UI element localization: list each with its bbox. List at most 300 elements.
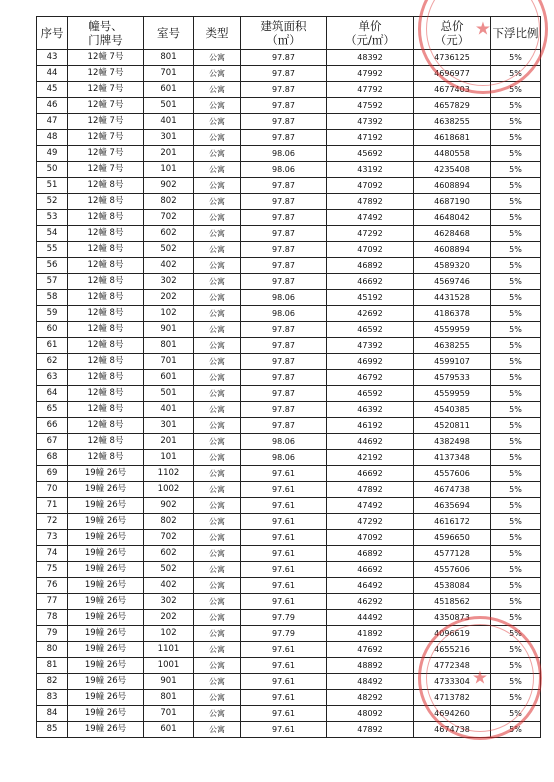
table-row — [37, 210, 541, 226]
cell-index: 68 — [37, 450, 68, 466]
cell-type: 公寓 — [194, 722, 241, 738]
cell-total-price: 4638255 — [414, 114, 491, 130]
cell-area: 98.06 — [241, 434, 327, 450]
cell-type: 公寓 — [194, 114, 241, 130]
cell-room: 201 — [144, 434, 194, 450]
cell-type: 公寓 — [194, 626, 241, 642]
cell-index: 58 — [37, 290, 68, 306]
cell-discount: 5% — [491, 50, 541, 66]
cell-room: 501 — [144, 386, 194, 402]
cell-unit-price: 47292 — [327, 514, 414, 530]
cell-unit-price: 48892 — [327, 658, 414, 674]
table-row — [37, 370, 541, 386]
cell-area: 97.87 — [241, 258, 327, 274]
cell-index: 65 — [37, 402, 68, 418]
official-seal-top: ★ — [418, 0, 548, 94]
cell-index: 54 — [37, 226, 68, 242]
cell-area: 97.61 — [241, 562, 327, 578]
cell-total-price: 4569746 — [414, 274, 491, 290]
table-row — [37, 98, 541, 114]
cell-discount: 5% — [491, 530, 541, 546]
cell-room: 102 — [144, 306, 194, 322]
cell-discount: 5% — [491, 194, 541, 210]
cell-room: 601 — [144, 370, 194, 386]
cell-index: 47 — [37, 114, 68, 130]
table-row — [37, 402, 541, 418]
cell-total-price: 4480558 — [414, 146, 491, 162]
cell-area: 98.06 — [241, 306, 327, 322]
cell-building: 12幢 8号 — [68, 338, 144, 354]
table-row — [37, 530, 541, 546]
cell-unit-price: 47992 — [327, 66, 414, 82]
cell-discount: 5% — [491, 690, 541, 706]
cell-type: 公寓 — [194, 338, 241, 354]
cell-building: 19幢 26号 — [68, 706, 144, 722]
cell-unit-price: 48392 — [327, 50, 414, 66]
cell-type: 公寓 — [194, 498, 241, 514]
cell-room: 802 — [144, 194, 194, 210]
cell-unit-price: 46492 — [327, 578, 414, 594]
cell-index: 72 — [37, 514, 68, 530]
cell-area: 97.61 — [241, 722, 327, 738]
cell-room: 502 — [144, 242, 194, 258]
cell-type: 公寓 — [194, 434, 241, 450]
col-header-room: 室号 — [144, 17, 194, 50]
cell-discount: 5% — [491, 674, 541, 690]
table-row — [37, 146, 541, 162]
cell-unit-price: 47692 — [327, 642, 414, 658]
cell-index: 67 — [37, 434, 68, 450]
cell-total-price: 4608894 — [414, 178, 491, 194]
cell-area: 97.61 — [241, 482, 327, 498]
table-row — [37, 594, 541, 610]
table-row — [37, 242, 541, 258]
table-row — [37, 194, 541, 210]
cell-area: 98.06 — [241, 290, 327, 306]
cell-type: 公寓 — [194, 258, 241, 274]
table-row — [37, 482, 541, 498]
cell-area: 97.87 — [241, 402, 327, 418]
cell-area: 97.87 — [241, 50, 327, 66]
cell-index: 43 — [37, 50, 68, 66]
cell-index: 75 — [37, 562, 68, 578]
cell-index: 55 — [37, 242, 68, 258]
cell-building: 19幢 26号 — [68, 610, 144, 626]
cell-area: 98.06 — [241, 146, 327, 162]
table-row — [37, 226, 541, 242]
cell-type: 公寓 — [194, 130, 241, 146]
cell-discount: 5% — [491, 226, 541, 242]
cell-room: 1102 — [144, 466, 194, 482]
table-row — [37, 578, 541, 594]
cell-unit-price: 46592 — [327, 322, 414, 338]
cell-building: 19幢 26号 — [68, 690, 144, 706]
cell-area: 98.06 — [241, 162, 327, 178]
cell-room: 801 — [144, 690, 194, 706]
cell-building: 12幢 8号 — [68, 226, 144, 242]
cell-index: 81 — [37, 658, 68, 674]
cell-total-price: 4638255 — [414, 338, 491, 354]
cell-room: 301 — [144, 418, 194, 434]
table-row — [37, 306, 541, 322]
table-row — [37, 450, 541, 466]
cell-discount: 5% — [491, 274, 541, 290]
cell-room: 602 — [144, 226, 194, 242]
cell-type: 公寓 — [194, 242, 241, 258]
cell-area: 97.87 — [241, 226, 327, 242]
cell-unit-price: 45192 — [327, 290, 414, 306]
cell-index: 60 — [37, 322, 68, 338]
cell-index: 79 — [37, 626, 68, 642]
cell-unit-price: 48292 — [327, 690, 414, 706]
cell-discount: 5% — [491, 82, 541, 98]
cell-discount: 5% — [491, 386, 541, 402]
cell-unit-price: 46692 — [327, 562, 414, 578]
cell-building: 12幢 7号 — [68, 146, 144, 162]
cell-total-price: 4733304 — [414, 674, 491, 690]
table-row — [37, 178, 541, 194]
cell-discount: 5% — [491, 562, 541, 578]
cell-building: 19幢 26号 — [68, 642, 144, 658]
cell-total-price: 4559959 — [414, 386, 491, 402]
cell-building: 12幢 8号 — [68, 322, 144, 338]
cell-index: 85 — [37, 722, 68, 738]
cell-unit-price: 47892 — [327, 194, 414, 210]
cell-area: 97.87 — [241, 242, 327, 258]
cell-unit-price: 47892 — [327, 482, 414, 498]
col-header-area — [241, 17, 327, 50]
cell-type: 公寓 — [194, 98, 241, 114]
cell-type: 公寓 — [194, 322, 241, 338]
cell-index: 63 — [37, 370, 68, 386]
cell-type: 公寓 — [194, 386, 241, 402]
cell-unit-price: 46392 — [327, 402, 414, 418]
cell-building: 19幢 26号 — [68, 466, 144, 482]
cell-unit-price: 47492 — [327, 210, 414, 226]
col-header-building — [68, 17, 144, 50]
cell-discount: 5% — [491, 418, 541, 434]
cell-unit-price: 47392 — [327, 114, 414, 130]
cell-total-price: 4736125 — [414, 50, 491, 66]
cell-discount: 5% — [491, 370, 541, 386]
cell-building: 19幢 26号 — [68, 514, 144, 530]
cell-total-price: 4648042 — [414, 210, 491, 226]
cell-room: 102 — [144, 626, 194, 642]
cell-index: 74 — [37, 546, 68, 562]
cell-area: 97.87 — [241, 114, 327, 130]
cell-index: 84 — [37, 706, 68, 722]
cell-room: 202 — [144, 290, 194, 306]
cell-room: 602 — [144, 546, 194, 562]
cell-room: 701 — [144, 354, 194, 370]
table-row — [37, 706, 541, 722]
cell-room: 802 — [144, 514, 194, 530]
cell-unit-price: 48492 — [327, 674, 414, 690]
cell-unit-price: 47092 — [327, 178, 414, 194]
cell-building: 12幢 8号 — [68, 386, 144, 402]
cell-type: 公寓 — [194, 690, 241, 706]
cell-area: 97.87 — [241, 82, 327, 98]
col-header-discount: 下浮比例 — [491, 17, 541, 50]
cell-total-price: 4557606 — [414, 466, 491, 482]
cell-building: 12幢 8号 — [68, 194, 144, 210]
cell-total-price: 4589320 — [414, 258, 491, 274]
cell-building: 19幢 26号 — [68, 722, 144, 738]
cell-area: 97.87 — [241, 98, 327, 114]
cell-type: 公寓 — [194, 370, 241, 386]
cell-type: 公寓 — [194, 466, 241, 482]
table-row — [37, 66, 541, 82]
cell-discount: 5% — [491, 706, 541, 722]
cell-room: 601 — [144, 82, 194, 98]
cell-index: 61 — [37, 338, 68, 354]
table-row — [37, 498, 541, 514]
cell-area: 97.87 — [241, 354, 327, 370]
cell-area: 97.79 — [241, 626, 327, 642]
cell-unit-price: 46892 — [327, 258, 414, 274]
cell-total-price: 4713782 — [414, 690, 491, 706]
cell-discount: 5% — [491, 594, 541, 610]
cell-type: 公寓 — [194, 66, 241, 82]
cell-total-price: 4674738 — [414, 482, 491, 498]
cell-total-price: 4096619 — [414, 626, 491, 642]
cell-type: 公寓 — [194, 162, 241, 178]
cell-index: 77 — [37, 594, 68, 610]
cell-discount: 5% — [491, 130, 541, 146]
cell-type: 公寓 — [194, 594, 241, 610]
cell-building: 12幢 8号 — [68, 210, 144, 226]
cell-type: 公寓 — [194, 546, 241, 562]
cell-building: 19幢 26号 — [68, 578, 144, 594]
table-body — [37, 50, 541, 738]
cell-room: 101 — [144, 162, 194, 178]
cell-discount: 5% — [491, 338, 541, 354]
table-row — [37, 514, 541, 530]
cell-unit-price: 41892 — [327, 626, 414, 642]
cell-area: 97.87 — [241, 274, 327, 290]
cell-room: 501 — [144, 98, 194, 114]
cell-type: 公寓 — [194, 146, 241, 162]
cell-unit-price: 43192 — [327, 162, 414, 178]
table-row — [37, 258, 541, 274]
cell-type: 公寓 — [194, 514, 241, 530]
cell-area: 97.87 — [241, 386, 327, 402]
cell-discount: 5% — [491, 306, 541, 322]
cell-discount: 5% — [491, 162, 541, 178]
cell-discount: 5% — [491, 66, 541, 82]
cell-index: 56 — [37, 258, 68, 274]
cell-area: 97.61 — [241, 690, 327, 706]
table-row — [37, 642, 541, 658]
cell-room: 1002 — [144, 482, 194, 498]
col-header-total-price-label: 总价 （元） — [434, 19, 470, 47]
cell-unit-price: 47492 — [327, 498, 414, 514]
cell-type: 公寓 — [194, 482, 241, 498]
cell-total-price: 4655216 — [414, 642, 491, 658]
cell-unit-price: 47592 — [327, 98, 414, 114]
cell-index: 66 — [37, 418, 68, 434]
cell-index: 50 — [37, 162, 68, 178]
cell-index: 73 — [37, 530, 68, 546]
cell-unit-price: 42192 — [327, 450, 414, 466]
cell-discount: 5% — [491, 578, 541, 594]
cell-index: 82 — [37, 674, 68, 690]
cell-type: 公寓 — [194, 450, 241, 466]
cell-room: 1101 — [144, 642, 194, 658]
cell-type: 公寓 — [194, 178, 241, 194]
cell-index: 59 — [37, 306, 68, 322]
cell-room: 701 — [144, 66, 194, 82]
cell-total-price: 4618681 — [414, 130, 491, 146]
cell-total-price: 4538084 — [414, 578, 491, 594]
table-row — [37, 386, 541, 402]
table-row — [37, 466, 541, 482]
cell-type: 公寓 — [194, 290, 241, 306]
cell-unit-price: 48092 — [327, 706, 414, 722]
cell-index: 62 — [37, 354, 68, 370]
table-row — [37, 114, 541, 130]
cell-room: 901 — [144, 322, 194, 338]
cell-unit-price: 44492 — [327, 610, 414, 626]
cell-room: 702 — [144, 210, 194, 226]
cell-building: 12幢 8号 — [68, 178, 144, 194]
table-row — [37, 674, 541, 690]
cell-index: 49 — [37, 146, 68, 162]
cell-room: 801 — [144, 338, 194, 354]
cell-building: 12幢 8号 — [68, 402, 144, 418]
table-row — [37, 626, 541, 642]
cell-total-price: 4350873 — [414, 610, 491, 626]
cell-room: 701 — [144, 706, 194, 722]
cell-unit-price: 47092 — [327, 530, 414, 546]
cell-total-price: 4677403 — [414, 82, 491, 98]
cell-building: 12幢 7号 — [68, 50, 144, 66]
cell-discount: 5% — [491, 546, 541, 562]
cell-building: 19幢 26号 — [68, 674, 144, 690]
cell-room: 402 — [144, 258, 194, 274]
table-row — [37, 418, 541, 434]
cell-building: 19幢 26号 — [68, 626, 144, 642]
cell-building: 12幢 8号 — [68, 242, 144, 258]
cell-room: 902 — [144, 498, 194, 514]
cell-discount: 5% — [491, 450, 541, 466]
cell-discount: 5% — [491, 498, 541, 514]
cell-room: 901 — [144, 674, 194, 690]
cell-discount: 5% — [491, 114, 541, 130]
cell-type: 公寓 — [194, 706, 241, 722]
cell-building: 19幢 26号 — [68, 498, 144, 514]
cell-building: 12幢 8号 — [68, 450, 144, 466]
cell-room: 301 — [144, 130, 194, 146]
cell-total-price: 4235408 — [414, 162, 491, 178]
cell-total-price: 4616172 — [414, 514, 491, 530]
cell-type: 公寓 — [194, 306, 241, 322]
cell-discount: 5% — [491, 242, 541, 258]
cell-room: 502 — [144, 562, 194, 578]
cell-building: 12幢 7号 — [68, 130, 144, 146]
cell-total-price: 4540385 — [414, 402, 491, 418]
cell-area: 97.87 — [241, 418, 327, 434]
price-list-sheet — [36, 16, 541, 738]
cell-discount: 5% — [491, 178, 541, 194]
cell-type: 公寓 — [194, 674, 241, 690]
col-header-area-label: 建筑面积 （㎡） — [260, 19, 307, 47]
cell-area: 97.61 — [241, 546, 327, 562]
cell-discount: 5% — [491, 210, 541, 226]
cell-area: 97.61 — [241, 594, 327, 610]
cell-building: 19幢 26号 — [68, 546, 144, 562]
cell-total-price: 4635694 — [414, 498, 491, 514]
cell-building: 12幢 7号 — [68, 98, 144, 114]
cell-index: 48 — [37, 130, 68, 146]
cell-total-price: 4518562 — [414, 594, 491, 610]
cell-index: 70 — [37, 482, 68, 498]
cell-total-price: 4137348 — [414, 450, 491, 466]
table-row — [37, 130, 541, 146]
cell-building: 12幢 8号 — [68, 258, 144, 274]
cell-building: 12幢 8号 — [68, 306, 144, 322]
cell-type: 公寓 — [194, 642, 241, 658]
cell-unit-price: 42692 — [327, 306, 414, 322]
cell-index: 64 — [37, 386, 68, 402]
col-header-type: 类型 — [194, 17, 241, 50]
cell-discount: 5% — [491, 402, 541, 418]
table-row — [37, 610, 541, 626]
cell-discount: 5% — [491, 354, 541, 370]
cell-total-price: 4596650 — [414, 530, 491, 546]
table-row — [37, 290, 541, 306]
cell-index: 76 — [37, 578, 68, 594]
cell-unit-price: 46892 — [327, 546, 414, 562]
cell-unit-price: 46792 — [327, 370, 414, 386]
cell-building: 12幢 7号 — [68, 82, 144, 98]
cell-index: 69 — [37, 466, 68, 482]
table-row — [37, 546, 541, 562]
cell-discount: 5% — [491, 466, 541, 482]
cell-room: 401 — [144, 114, 194, 130]
cell-total-price: 4520811 — [414, 418, 491, 434]
cell-index: 71 — [37, 498, 68, 514]
cell-discount: 5% — [491, 322, 541, 338]
cell-total-price: 4657829 — [414, 98, 491, 114]
price-table — [36, 16, 541, 738]
cell-unit-price: 47092 — [327, 242, 414, 258]
cell-building: 12幢 8号 — [68, 290, 144, 306]
cell-unit-price: 47792 — [327, 82, 414, 98]
cell-index: 45 — [37, 82, 68, 98]
cell-unit-price: 46692 — [327, 274, 414, 290]
cell-building: 19幢 26号 — [68, 482, 144, 498]
table-row — [37, 354, 541, 370]
cell-type: 公寓 — [194, 82, 241, 98]
col-header-unit-price-label: 单价 （元/㎡） — [345, 19, 395, 47]
cell-discount: 5% — [491, 258, 541, 274]
cell-index: 52 — [37, 194, 68, 210]
cell-discount: 5% — [491, 626, 541, 642]
cell-total-price: 4382498 — [414, 434, 491, 450]
cell-room: 702 — [144, 530, 194, 546]
cell-building: 12幢 8号 — [68, 274, 144, 290]
cell-building: 12幢 7号 — [68, 162, 144, 178]
cell-discount: 5% — [491, 482, 541, 498]
cell-total-price: 4696977 — [414, 66, 491, 82]
cell-unit-price: 46292 — [327, 594, 414, 610]
cell-building: 12幢 7号 — [68, 114, 144, 130]
cell-index: 53 — [37, 210, 68, 226]
cell-building: 12幢 8号 — [68, 370, 144, 386]
cell-room: 202 — [144, 610, 194, 626]
cell-area: 97.61 — [241, 530, 327, 546]
